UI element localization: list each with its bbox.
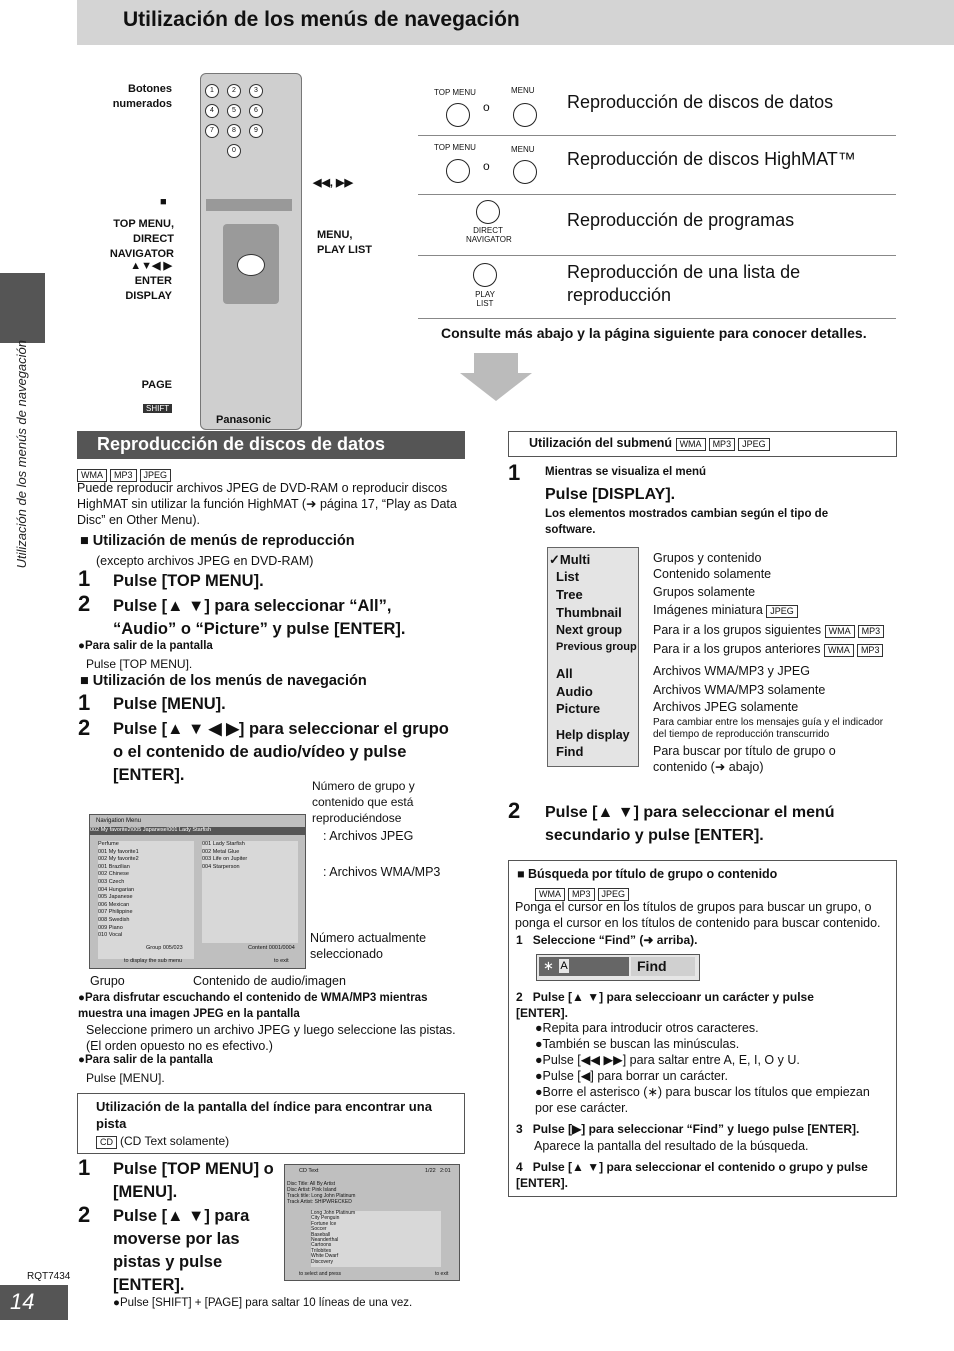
menu-row-text: Reproducción de una lista de reproducción — [567, 262, 801, 305]
number-button: 3 — [249, 84, 263, 98]
format-tags: WMA MP3 JPEG — [77, 465, 174, 483]
remote-control-illustration — [200, 73, 302, 430]
step-number: 2 — [508, 798, 521, 823]
enjoy-text: Seleccione primero un archivo JPEG y luego seleccione las pistas. (El orden opuesto no es efectivo.) — [86, 1023, 456, 1053]
label-page: PAGE — [141, 379, 172, 391]
submenu-desc: Contenido solamente — [653, 567, 772, 581]
exit-text: Pulse [TOP MENU]. — [86, 657, 193, 671]
step-note: Mientras se visualiza el menú — [545, 466, 707, 478]
number-button: 9 — [249, 124, 263, 138]
brand-logo: Panasonic — [216, 414, 272, 426]
step-text: Pulse [TOP MENU] o [MENU]. — [113, 1160, 274, 1201]
transport-row — [206, 199, 292, 211]
callout-current: Número actualmente seleccionado — [310, 931, 427, 961]
index-box: Utilización de la pantalla del índice para encontrar una pista CD (CD Text solamente) — [77, 1093, 465, 1154]
submenu-item[interactable]: Thumbnail — [556, 605, 622, 620]
label-skip: ◀◀, ▶▶ — [313, 177, 353, 189]
number-button: 0 — [227, 144, 241, 158]
submenu-list — [547, 547, 639, 767]
step-number: 2 — [78, 1202, 91, 1227]
direct-navigator-button-icon — [476, 200, 500, 224]
number-button: 6 — [249, 104, 263, 118]
callout-wma: : Archivos WMA/MP3 — [323, 865, 441, 879]
number-button: 2 — [227, 84, 241, 98]
callout-group: Grupo — [90, 974, 125, 988]
submenu-desc: Grupos solamente — [653, 585, 756, 599]
step-text: Pulse [▲ ▼] para seleccionar “All”, “Audio” o “Picture” y pulse [ENTER]. — [113, 597, 406, 638]
submenu-desc: Para buscar por título de grupo o contenido (➜ abajo) — [653, 744, 836, 774]
step-number: 2 — [78, 591, 91, 616]
submenu-desc: Archivos WMA/MP3 y JPEG — [653, 664, 810, 678]
exit-title: ●Para salir de la pantalla — [78, 640, 213, 652]
submenu-item[interactable]: All — [556, 666, 573, 681]
submenu-item[interactable]: Help display — [556, 728, 630, 742]
top-menu-button-icon — [446, 159, 470, 183]
menu-row-highmat: TOP MENU o MENU Reproducción de discos HighMAT™ — [418, 135, 896, 195]
submenu-desc: Archivos JPEG solamente — [653, 700, 799, 714]
page-header — [77, 0, 954, 45]
submenu-desc: Para cambiar entre los mensajes guía y el indicador del tiempo de reproducción transcurrido — [653, 717, 884, 740]
number-button: 1 — [205, 84, 219, 98]
number-button: 4 — [205, 104, 219, 118]
submenu-item[interactable]: List — [556, 569, 580, 584]
page-number: 14 — [0, 1285, 68, 1320]
step-number: 1 — [78, 690, 91, 715]
submenu-item[interactable]: Tree — [556, 587, 583, 602]
exit-text: Pulse [MENU]. — [86, 1071, 165, 1085]
submenu-desc: Para ir a los grupos siguientes WMA MP3 — [653, 623, 887, 638]
menu-button-icon — [513, 103, 537, 127]
menu-row-text: Reproducción de discos HighMAT™ — [567, 149, 856, 169]
page-title: Utilización de los menús de navegación — [123, 8, 520, 31]
label-numbered-buttons: Botones numerados — [112, 83, 172, 110]
step-number: 2 — [78, 715, 91, 740]
step-number: 1 — [78, 566, 91, 591]
submenu-item[interactable]: ✓Multi — [549, 552, 591, 567]
submenu-desc: Para ir a los grupos anteriores WMA MP3 — [653, 642, 886, 657]
step-text: Pulse [▲ ▼] para seleccionar el menú secundario y pulse [ENTER]. — [545, 804, 835, 844]
submenu-item[interactable]: Audio — [556, 684, 593, 699]
label-enter: ENTER — [134, 275, 172, 287]
step-text: Pulse [TOP MENU]. — [113, 572, 264, 590]
intro-text: Puede reproducir archivos JPEG de DVD-RAM o reproducir discos HighMAT sin utilizar la función HighMAT (➜ página 17, “Play as Data Disc” en Other Menu). — [77, 481, 457, 527]
label-display: DISPLAY — [125, 290, 172, 302]
search-box: ■ Búsqueda por título de grupo o contenido WMA MP3 JPEG Ponga el cursor en los títulos de grupos para buscar un grupo, o ponga el cursor en los títulos de contenido para buscar contenido. 1 Seleccione “Find” (➜ arriba). ∗ A Find 2 Pulse [▲ ▼] para seleccioanr un carácter y pulse [ENTER]. ●Repita para introducir otros caracteres. ●También se buscan las minúsculas. ●Pulse [◀◀ ▶▶] para saltar entre A, E, I, O y U. ●Pulse [◀] para borrar un carácter. ●Borre el asterisco (∗) para buscar los títulos que empiezan por ese carácter. 3 Pulse [▶] para seleccionar “Find” y luego pulse [ENTER]. Aparece la pantalla del resultado de la búsqueda. 4 Pulse [▲ ▼] para seleccionar el contenido o grupo y pulse [ENTER]. — [508, 860, 897, 1197]
arrow-down-icon — [460, 353, 532, 403]
menu-row-playlist: PLAY LIST Reproducción de una lista de reproducción — [418, 255, 896, 319]
doc-code: RQT7434 — [27, 1271, 71, 1282]
menu-row-data: TOP MENU o MENU Reproducción de discos de datos — [418, 78, 896, 136]
label-arrows: ▲▼◀ ▶ — [130, 260, 172, 272]
subsection-title: ■ Utilización de los menús de navegación — [80, 673, 367, 689]
shift-note: ●Pulse [SHIFT] + [PAGE] para saltar 10 líneas de una vez. — [113, 1297, 413, 1309]
exit-title: ●Para salir de la pantalla — [78, 1054, 213, 1066]
step-text: Pulse [▲ ▼] para moverse por las pistas y pulse [ENTER]. — [113, 1207, 250, 1294]
submenu-desc: Archivos WMA/MP3 solamente — [653, 683, 826, 697]
subsection-note: (excepto archivos JPEG en DVD-RAM) — [96, 554, 314, 568]
number-button: 5 — [227, 104, 241, 118]
submenu-item[interactable]: Next group — [556, 623, 622, 637]
callout-jpeg: : Archivos JPEG — [323, 829, 414, 843]
subsection-title: ■ Utilización de menús de reproducción — [80, 533, 355, 549]
find-character-field[interactable]: ∗ A — [539, 957, 629, 976]
content-list: 001 Lady Starfish 002 Metal Glue 003 Life on Jupiter 004 Starperson — [202, 841, 298, 943]
submenu-title-box: Utilización del submenú WMA MP3 JPEG — [508, 431, 897, 457]
step-desc: Los elementos mostrados cambian según el tipo de software. — [545, 508, 829, 536]
step-number: 1 — [78, 1155, 91, 1180]
menu-button-icon — [513, 160, 537, 184]
find-button[interactable]: Find — [631, 957, 695, 976]
callout-number: Número de grupo y contenido que está reproduciéndose — [312, 779, 415, 825]
sidebar-label: Utilización de los menús de navegación — [14, 340, 29, 569]
step-number: 1 — [508, 460, 521, 485]
step-text: Pulse [DISPLAY]. — [545, 486, 676, 503]
submenu-item[interactable]: Previous group — [556, 641, 637, 653]
menu-table-note: Consulte más abajo y la página siguiente para conocer detalles. — [441, 325, 867, 341]
label-menu: MENU, PLAY LIST — [317, 229, 373, 256]
section-title-bar: Reproducción de discos de datos — [77, 431, 465, 459]
menu-row-text: Reproducción de discos de datos — [567, 92, 834, 112]
group-list: Perfume 001 My favorite1 002 My favorite2 001 Brazilian 002 Chinese 003 Czech 004 Hungarian 005 Japanese 006 Mexican 007 Philippine 008 Swedish 009 Piano 010 Vocal — [98, 841, 194, 959]
callout-content: Contenido de audio/imagen — [193, 974, 346, 988]
label-shift: SHIFT — [143, 404, 172, 413]
sidebar-tab — [0, 273, 45, 343]
number-button: 7 — [205, 124, 219, 138]
submenu-item[interactable]: Picture — [556, 701, 601, 716]
label-top-menu: TOP MENU, DIRECT NAVIGATOR — [109, 218, 174, 260]
enjoy-title: ●Para disfrutar escuchando el contenido de WMA/MP3 mientras muestra una imagen JPEG en la pantalla — [78, 992, 428, 1020]
cd-text-screen: CD Text 1/22 2:01 Disc Title: All By Artist Disc Artist: Pink Island Track title: Long John Platinum Track Artist: SHIPWRECKED Long John Platinum City Penguin Fortune Ice Soccer Baseball Neanderthal Cartoons Trilobites White Dwarf Discovery to select and press to exit — [284, 1164, 460, 1281]
menu-row-programs: DIRECT NAVIGATOR Reproducción de programas — [418, 194, 896, 256]
navigation-menu-screen: Navigation Menu 002 My favorite2\005 Japanese\001 Lady Starfish Perfume 001 My favorite1 002 My favorite2 001 Brazilian 002 Chinese 003 Czech 004 Hungarian 005 Japanese 006 Mexican 007 Philippine 008 Swedish 009 Piano 010 Vocal 001 Lady Starfish 002 Metal Glue 003 Life on Jupiter 004 Starperson Group 005/023 Content 0001/0004 to display the sub menu to exit — [89, 814, 306, 969]
cd-track-list: Long John Platinum City Penguin Fortune Ice Soccer Baseball Neanderthal Cartoons Trilobites White Dwarf Discovery — [311, 1211, 441, 1267]
submenu-desc: Grupos y contenido — [653, 551, 762, 565]
button-grid — [206, 314, 292, 384]
play-list-button-icon — [473, 263, 497, 287]
enter-button-icon — [237, 254, 265, 276]
submenu-desc: Imágenes miniatura JPEG — [653, 603, 801, 618]
submenu-item[interactable]: Find — [556, 744, 584, 759]
label-stop: ■ — [160, 196, 167, 208]
step-text: Pulse [MENU]. — [113, 695, 226, 713]
number-button: 8 — [227, 124, 241, 138]
menu-row-text: Reproducción de programas — [567, 210, 795, 230]
find-input[interactable] — [536, 954, 700, 981]
step-text: Pulse [▲ ▼ ◀ ▶] para seleccionar el grupo o el contenido de audio/vídeo y pulse [ENTER]. — [113, 720, 449, 784]
top-menu-button-icon — [446, 103, 470, 127]
